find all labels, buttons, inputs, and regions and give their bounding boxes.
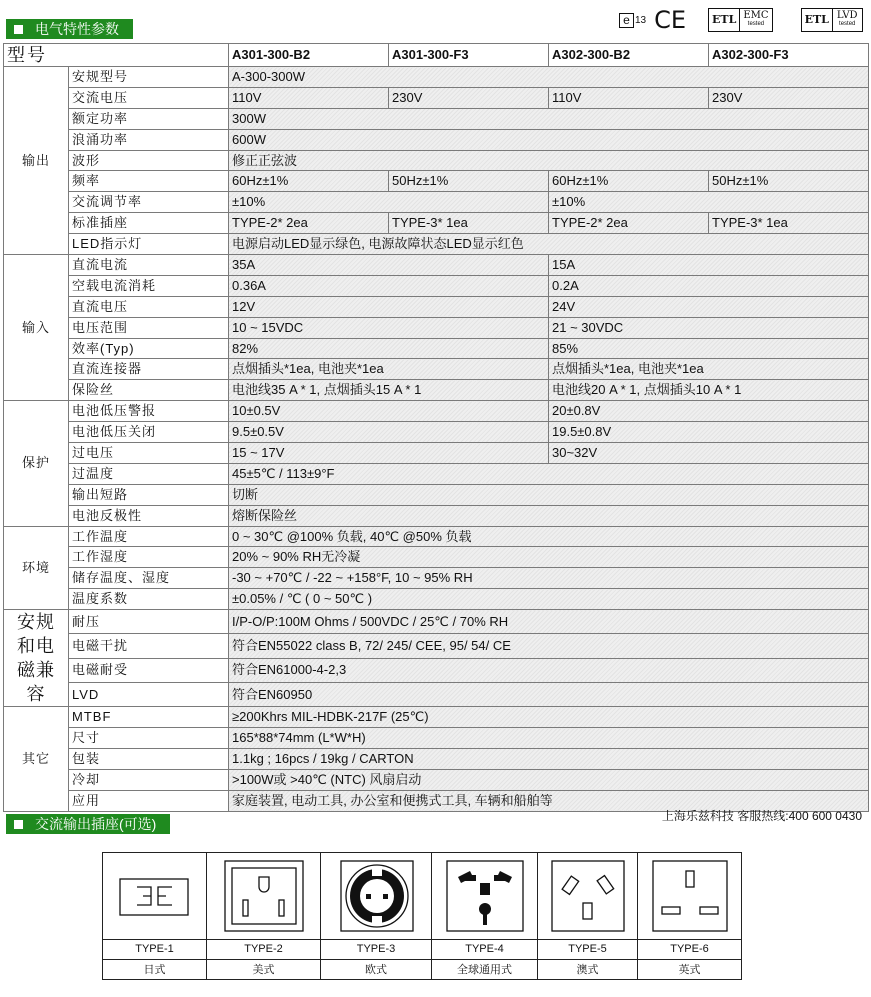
spec-row (4, 275, 869, 296)
spec-param-label: 保险丝 (69, 380, 229, 401)
section-header (6, 19, 133, 39)
model-name: A302-300-B2 (549, 44, 709, 67)
spec-value: 165*88*74mm (L*W*H) (229, 728, 869, 749)
spec-param-label: 电池低压关闭 (69, 422, 229, 443)
spec-row (4, 463, 869, 484)
spec-param-label: 电池反极性 (69, 505, 229, 526)
spec-param-label: 耐压 (69, 610, 229, 634)
spec-value: 110V (549, 87, 709, 108)
spec-value: 0 ~ 30℃ @100% 负载, 40℃ @50% 负载 (229, 526, 869, 547)
outlet-type-3 (321, 853, 432, 979)
spec-param-label: 直流连接器 (69, 359, 229, 380)
type-4-plug-icon (432, 853, 537, 939)
spec-param-label: 过电压 (69, 443, 229, 464)
spec-param-label: 包装 (69, 748, 229, 769)
type-1-plug-icon (103, 853, 206, 939)
spec-value: 300W (229, 108, 869, 129)
spec-row (4, 589, 869, 610)
spec-param-label: 额定功率 (69, 108, 229, 129)
spec-param-label: 工作湿度 (69, 547, 229, 568)
spec-row (4, 769, 869, 790)
spec-param-label: 过温度 (69, 463, 229, 484)
spec-value: 19.5±0.8V (549, 422, 869, 443)
spec-value: 10±0.5V (229, 401, 549, 422)
spec-row (4, 547, 869, 568)
spec-row (4, 87, 869, 108)
spec-row (4, 728, 869, 749)
spec-group-label: 输入 (4, 255, 69, 401)
ce-mark-logo: CE (654, 6, 687, 34)
spec-value: 熔断保险丝 (229, 505, 869, 526)
spec-row (4, 380, 869, 401)
model-name: A301-300-F3 (389, 44, 549, 67)
spec-value: 切断 (229, 484, 869, 505)
spec-group-label: 环境 (4, 526, 69, 610)
spec-value: 10 ~ 15VDC (229, 317, 549, 338)
spec-param-label: 储存温度、湿度 (69, 568, 229, 589)
model-name: A302-300-F3 (709, 44, 869, 67)
spec-param-label: 工作温度 (69, 526, 229, 547)
spec-param-label: MTBF (69, 707, 229, 728)
spec-value: 20±0.8V (549, 401, 869, 422)
spec-value: 点烟插头*1ea, 电池夹*1ea (549, 359, 869, 380)
outlet-type-2 (207, 853, 321, 979)
spec-param-label: 电磁干扰 (69, 634, 229, 658)
spec-value: 230V (389, 87, 549, 108)
spec-value: 0.2A (549, 275, 869, 296)
spec-value: TYPE-3* 1ea (709, 213, 869, 234)
spec-param-label: 电压范围 (69, 317, 229, 338)
spec-value: 21 ~ 30VDC (549, 317, 869, 338)
outlet-type-label: TYPE-4 (432, 940, 537, 960)
spec-row (4, 192, 869, 213)
outlet-type-label: TYPE-6 (638, 940, 741, 960)
spec-param-label: 应用 (69, 790, 229, 811)
spec-row (4, 255, 869, 276)
spec-group-label: 保护 (4, 401, 69, 526)
spec-value: 45±5℃ / 113±9°F (229, 463, 869, 484)
spec-group-label: 输出 (4, 67, 69, 255)
spec-value: >100W或 >40℃ (NTC) 风扇启动 (229, 769, 869, 790)
spec-value: 230V (709, 87, 869, 108)
outlet-type-label: TYPE-1 (103, 940, 206, 960)
spec-value: 家庭装置, 电动工具, 办公室和便携式工具, 车辆和船舶等 (229, 790, 869, 811)
outlet-type-label: TYPE-3 (321, 940, 431, 960)
outlet-section-title: 交流输出插座(可选) (35, 816, 157, 832)
spec-value: 35A (229, 255, 549, 276)
spec-param-label: 空载电流消耗 (69, 275, 229, 296)
spec-value: 电池线20 A * 1, 点烟插头10 A * 1 (549, 380, 869, 401)
outlet-type-label: TYPE-2 (207, 940, 320, 960)
type-2-plug-icon (207, 853, 320, 939)
outlet-region-label: 欧式 (365, 963, 387, 976)
spec-row (4, 422, 869, 443)
spec-group-label: 安规和电磁兼容 (4, 610, 69, 707)
spec-row (4, 748, 869, 769)
spec-value: TYPE-3* 1ea (389, 213, 549, 234)
spec-value: ±10% (229, 192, 549, 213)
outlet-region-label: 英式 (678, 963, 701, 976)
spec-param-label: 冷却 (69, 769, 229, 790)
spec-value: 15 ~ 17V (229, 443, 549, 464)
spec-row (4, 526, 869, 547)
spec-param-label: 波形 (69, 150, 229, 171)
spec-param-label: LVD (69, 682, 229, 706)
spec-row (4, 707, 869, 728)
spec-row (4, 108, 869, 129)
spec-row (4, 129, 869, 150)
spec-value: TYPE-2* 2ea (229, 213, 389, 234)
type-3-plug-icon (321, 853, 431, 939)
spec-row (4, 401, 869, 422)
spec-row (4, 610, 869, 634)
spec-row (4, 443, 869, 464)
spec-row (4, 634, 869, 658)
spec-param-label: 输出短路 (69, 484, 229, 505)
outlet-type-4 (432, 853, 538, 979)
spec-param-label: 安规型号 (69, 67, 229, 88)
spec-row (4, 484, 869, 505)
spec-value: 符合EN55022 class B, 72/ 245/ CEE, 95/ 54/ CE (229, 634, 869, 658)
spec-row (4, 658, 869, 682)
spec-value: 9.5±0.5V (229, 422, 549, 443)
outlet-region-label: 日式 (143, 963, 166, 976)
spec-row (4, 317, 869, 338)
spec-value: 1.1kg ; 16pcs / 19kg / CARTON (229, 748, 869, 769)
spec-value: A-300-300W (229, 67, 869, 88)
spec-value: TYPE-2* 2ea (549, 213, 709, 234)
company-hotline: 上海乐兹科技 客服热线:400 600 0430 (661, 809, 862, 823)
spec-value: 60Hz±1% (549, 171, 709, 192)
model-header-row (4, 44, 869, 67)
spec-param-label: 标准插座 (69, 213, 229, 234)
spec-value: ≥200Khrs MIL-HDBK-217F (25℃) (229, 707, 869, 728)
type-6-plug-icon (638, 853, 741, 939)
spec-param-label: 电池低压警报 (69, 401, 229, 422)
certification-marks (619, 6, 863, 34)
spec-row (4, 682, 869, 706)
spec-param-label: 浪涌功率 (69, 129, 229, 150)
spec-param-label: 尺寸 (69, 728, 229, 749)
spec-value: 60Hz±1% (229, 171, 389, 192)
spec-row (4, 568, 869, 589)
outlet-region-label: 美式 (252, 963, 275, 976)
spec-param-label: 交流调节率 (69, 192, 229, 213)
spec-row (4, 150, 869, 171)
spec-param-label: 频率 (69, 171, 229, 192)
outlet-type-6 (638, 853, 741, 979)
outlet-region-label: 澳式 (576, 963, 599, 976)
spec-value: 85% (549, 338, 869, 359)
spec-value: 50Hz±1% (389, 171, 549, 192)
spec-value: -30 ~ +70℃ / -22 ~ +158°F, 10 ~ 95% RH (229, 568, 869, 589)
spec-param-label: 交流电压 (69, 87, 229, 108)
spec-param-label: 温度系数 (69, 589, 229, 610)
spec-value: 点烟插头*1ea, 电池夹*1ea (229, 359, 549, 380)
outlet-types-panel (102, 852, 742, 980)
spec-row (4, 359, 869, 380)
spec-param-label: 效率(Typ) (69, 338, 229, 359)
spec-value: 600W (229, 129, 869, 150)
spec-param-label: LED指示灯 (69, 234, 229, 255)
outlet-section-header (6, 814, 170, 834)
spec-row (4, 505, 869, 526)
spec-row (4, 338, 869, 359)
spec-value: ±0.05% / ℃ ( 0 ~ 50℃ ) (229, 589, 869, 610)
spec-row (4, 234, 869, 255)
spec-value: 82% (229, 338, 549, 359)
square-bullet-icon (14, 820, 23, 829)
spec-row (4, 171, 869, 192)
e-mark-logo: e 13 (619, 13, 646, 28)
spec-row (4, 296, 869, 317)
spec-value: 15A (549, 255, 869, 276)
spec-value: 电池线35 A * 1, 点烟插头15 A * 1 (229, 380, 549, 401)
spec-value: 12V (229, 296, 549, 317)
outlet-type-label: TYPE-5 (538, 940, 637, 960)
spec-row (4, 67, 869, 88)
section-title: 电气特性参数 (35, 21, 119, 37)
spec-value: ±10% (549, 192, 869, 213)
spec-group-label: 其它 (4, 707, 69, 811)
outlet-region-label: 全球通用式 (457, 963, 512, 976)
outlet-type-1 (103, 853, 207, 979)
spec-row (4, 213, 869, 234)
etl-emc-badge: ETL EMC tested (708, 8, 773, 32)
outlet-type-5 (538, 853, 638, 979)
spec-table (3, 43, 869, 812)
spec-param-label: 直流电压 (69, 296, 229, 317)
spec-value: 符合EN61000-4-2,3 (229, 658, 869, 682)
spec-value: 50Hz±1% (709, 171, 869, 192)
spec-value: I/P-O/P:100M Ohms / 500VDC / 25℃ / 70% RH (229, 610, 869, 634)
spec-value: 20% ~ 90% RH无冷凝 (229, 547, 869, 568)
spec-param-label: 电磁耐受 (69, 658, 229, 682)
model-name: A301-300-B2 (229, 44, 389, 67)
spec-value: 符合EN60950 (229, 682, 869, 706)
spec-value: 110V (229, 87, 389, 108)
etl-lvd-badge: ETL LVD tested (801, 8, 863, 32)
spec-value: 电源启动LED显示绿色, 电源故障状态LED显示红色 (229, 234, 869, 255)
square-bullet-icon (14, 25, 23, 34)
spec-value: 修正正弦波 (229, 150, 869, 171)
spec-param-label: 直流电流 (69, 255, 229, 276)
spec-value: 0.36A (229, 275, 549, 296)
model-label: 型号 (4, 44, 229, 67)
spec-value: 30~32V (549, 443, 869, 464)
type-5-plug-icon (538, 853, 637, 939)
spec-value: 24V (549, 296, 869, 317)
